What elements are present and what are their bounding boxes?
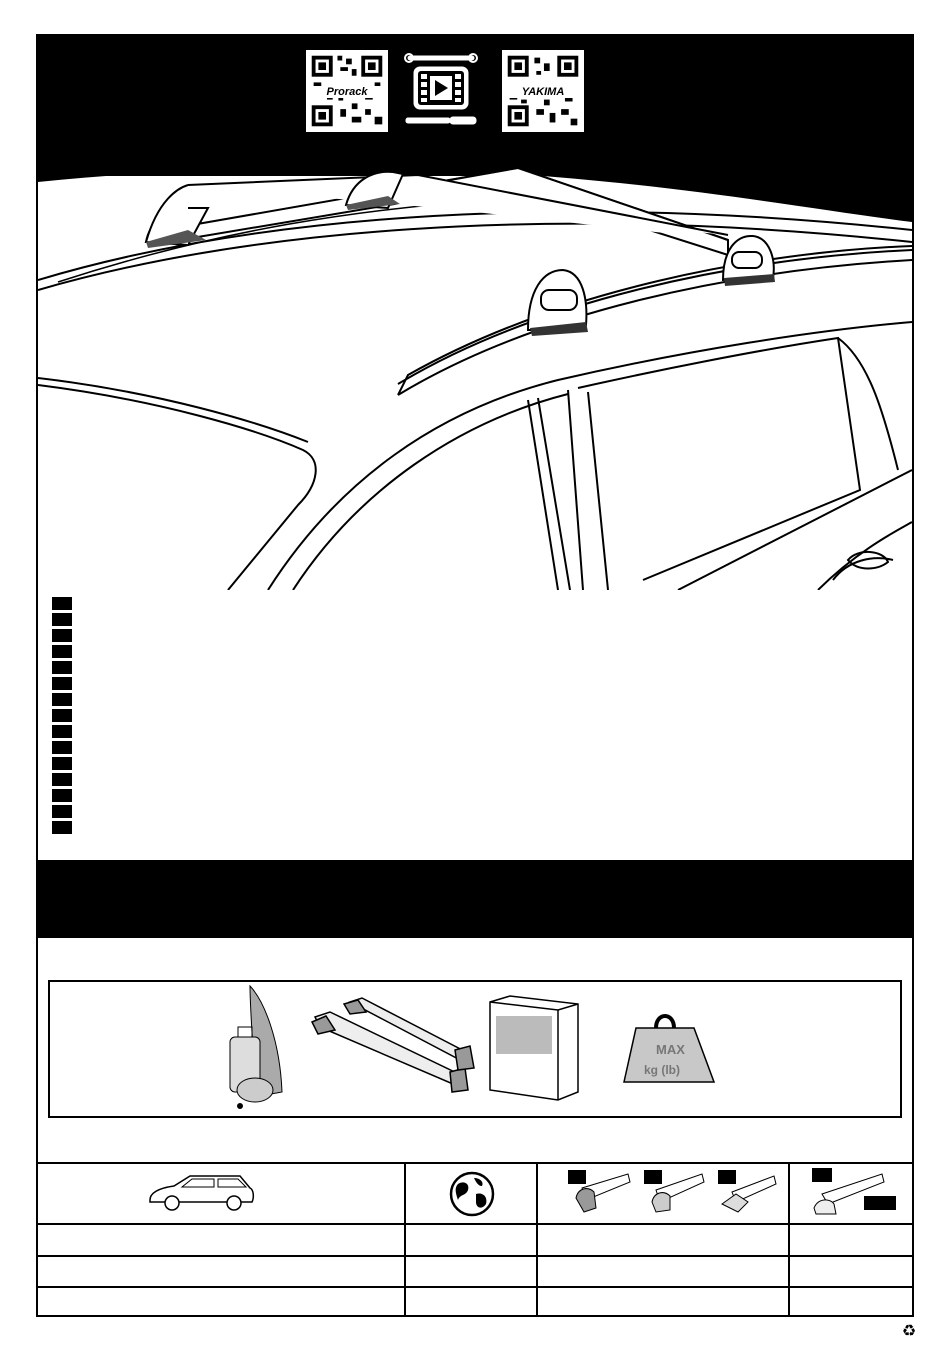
language-flag <box>52 613 72 626</box>
language-flag <box>52 661 72 674</box>
table-cell <box>36 1257 404 1285</box>
max-weight-icon <box>624 1016 714 1082</box>
table-cell <box>406 1288 536 1316</box>
flush-bar-icon <box>572 1168 632 1218</box>
table-cell <box>790 1257 914 1285</box>
max-label: MAX <box>656 1042 685 1057</box>
language-flag <box>52 597 72 610</box>
table-cell <box>36 1288 404 1316</box>
language-flag <box>52 741 72 754</box>
language-flag <box>52 789 72 802</box>
prorack-qr-code[interactable] <box>304 48 390 134</box>
video-instructions-icon[interactable] <box>404 50 478 130</box>
language-flag <box>52 677 72 690</box>
language-flag <box>52 757 72 770</box>
title-band <box>38 860 912 938</box>
language-list <box>52 597 72 837</box>
fitting-kit-box-icon <box>490 996 578 1100</box>
language-flag <box>52 773 72 786</box>
table-cell <box>36 1225 404 1253</box>
globe-icon <box>448 1170 496 1218</box>
prorack-logo-text: Prorack <box>306 86 388 98</box>
language-flag <box>52 725 72 738</box>
language-flag <box>52 709 72 722</box>
raised-rail-bar-icon <box>646 1168 706 1218</box>
language-flag <box>52 645 72 658</box>
package-contents-box <box>48 980 902 1118</box>
language-flag <box>52 693 72 706</box>
fitting-kit-bar-icon <box>808 1168 888 1218</box>
roof-rack-illustration <box>38 160 912 590</box>
table-cell <box>790 1288 914 1316</box>
square-bar-icon <box>718 1168 778 1218</box>
language-flag <box>52 805 72 818</box>
yakima-logo-text: YAKIMA <box>502 86 584 98</box>
car-estate-icon <box>146 1170 256 1214</box>
table-cell <box>406 1225 536 1253</box>
luggage-icon <box>230 986 282 1109</box>
table-cell <box>538 1225 788 1253</box>
table-cell <box>538 1257 788 1285</box>
language-flag <box>52 821 72 834</box>
table-cell <box>406 1257 536 1285</box>
yakima-qr-code[interactable] <box>500 48 586 134</box>
recycle-icon: ♻ <box>901 1323 917 1340</box>
table-cell <box>538 1288 788 1316</box>
roof-bars-icon <box>312 998 474 1092</box>
table-cell <box>790 1225 914 1253</box>
language-flag <box>52 629 72 642</box>
fitting-table <box>36 1162 914 1317</box>
kg-lb-label: kg (lb) <box>644 1063 680 1077</box>
